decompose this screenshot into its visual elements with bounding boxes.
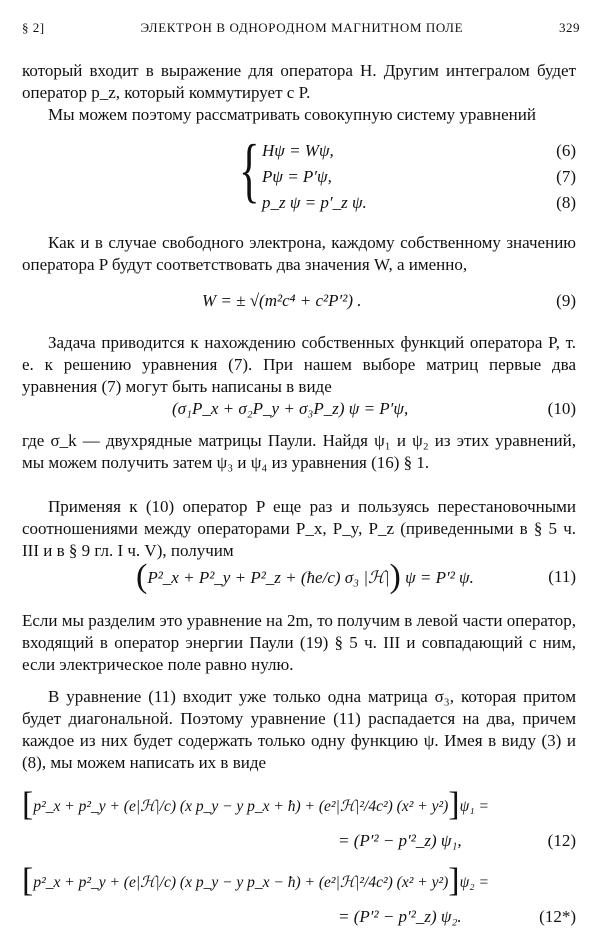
page-number: 329 (558, 20, 580, 35)
equation-12-rhs: = (P′² − p′²_z) ψ₁, (338, 831, 462, 850)
equation-11-rhs: ψ = P′² ψ. (405, 568, 474, 587)
paragraph-2: Мы можем поэтому рассматривать совокупную систему уравнений (48, 105, 536, 124)
equation-12-lhs-end: ψ₁ = (459, 798, 489, 815)
equation-11-lhs: P²_x + P²_y + P²_z + (ħe/c) σ₃ |ℋ| (147, 568, 390, 587)
equation-11-body: (P²_x + P²_y + P²_z + (ħe/c) σ₃ |ℋ|) ψ = P′² ψ. (136, 558, 474, 595)
equation-12-star-lhs: p²_x + p²_y + (e|ℋ|/c) (x p_y − y p_x − ħ) + (e²|ℋ|²/4c²) (x² + y²) (33, 874, 449, 891)
paragraph-6: Применяя к (10) оператор P еще раз и пользуясь перестановочными соотношениями между операторами P_x, P_y, P_z (приведенными в § 5 ч. III и в § 9 гл. I ч. V), получим (22, 497, 576, 560)
equation-12-star-body: [p²_x + p²_y + (e|ℋ|/c) (x p_y − y p_x − ħ) + (e²|ℋ|²/4c²) (x² + y²)]ψ₂ = (22, 862, 489, 899)
equation-12-star-number: (12*) (539, 907, 576, 926)
equation-9-number: (9) (556, 291, 576, 310)
equation-6-number: (6) (556, 141, 576, 160)
paragraph-8: В уравнение (11) входит уже только одна матрица σ₃, которая притом будет диагональной. Поэтому уравнение (11) распадается на два, причем каждое из них будет содержать только одну функцию ψ. Имея в виду (3) и (8), мы можем написать их в виде (22, 687, 576, 772)
equation-7-body: Pψ = P′ψ, (262, 167, 332, 186)
equation-8-number: (8) (556, 193, 576, 212)
section-mark: § 2] (22, 20, 45, 35)
equation-10-body: (σ₁P_x + σ₂P_y + σ₃P_z) ψ = P′ψ, (172, 399, 409, 418)
equation-11-number: (11) (548, 567, 576, 586)
equation-7-number: (7) (556, 167, 576, 186)
running-header (22, 20, 580, 36)
equation-10-number: (10) (547, 399, 576, 418)
system-brace: { (238, 130, 260, 210)
paragraph-4: Задача приводится к нахождению собственных функций оператора P, т. е. к решению уравнения (7). При нашем выборе матриц первые два уравнения (7) могут быть написаны в виде (22, 333, 576, 396)
equation-12-star-lhs-end: ψ₂ = (459, 874, 489, 891)
equation-12-star-rhs: = (P′² − p′²_z) ψ₂. (338, 907, 462, 926)
equation-12-body: [p²_x + p²_y + (e|ℋ|/c) (x p_y − y p_x + ħ) + (e²|ℋ|²/4c²) (x² + y²)]ψ₁ = (22, 786, 489, 823)
equation-12-number: (12) (547, 831, 576, 850)
equation-9-body: W = ± √(m²c⁴ + c²P′²) . (202, 291, 362, 310)
equation-8-body: p_z ψ = p′_z ψ. (262, 193, 367, 212)
paragraph-5: где σ_k — двухрядные матрицы Паули. Найдя ψ₁ и ψ₂ из этих уравнений, мы можем получить затем ψ₃ и ψ₄ из уравнения (16) § 1. (22, 431, 576, 472)
paragraph-7: Если мы разделим это уравнение на 2m, то получим в левой части оператор, входящий в оператор энергии Паули (19) § 5 ч. III и совпадающий с ним, если электрическое поле равно нулю. (22, 611, 576, 674)
paragraph-1: который входит в выражение для оператора H. Другим интегралом будет оператор p_z, который коммутирует с P. (22, 61, 576, 102)
paragraph-3: Как и в случае свободного электрона, каждому собственному значению оператора P будут соответствовать два значения W, а именно, (22, 233, 576, 274)
chapter-title: ЭЛЕКТРОН В ОДНОРОДНОМ МАГНИТНОМ ПОЛЕ (140, 20, 464, 35)
equation-12-lhs: p²_x + p²_y + (e|ℋ|/c) (x p_y − y p_x + ħ) + (e²|ℋ|²/4c²) (x² + y²) (33, 798, 449, 815)
equation-6-body: Hψ = Wψ, (262, 141, 334, 160)
